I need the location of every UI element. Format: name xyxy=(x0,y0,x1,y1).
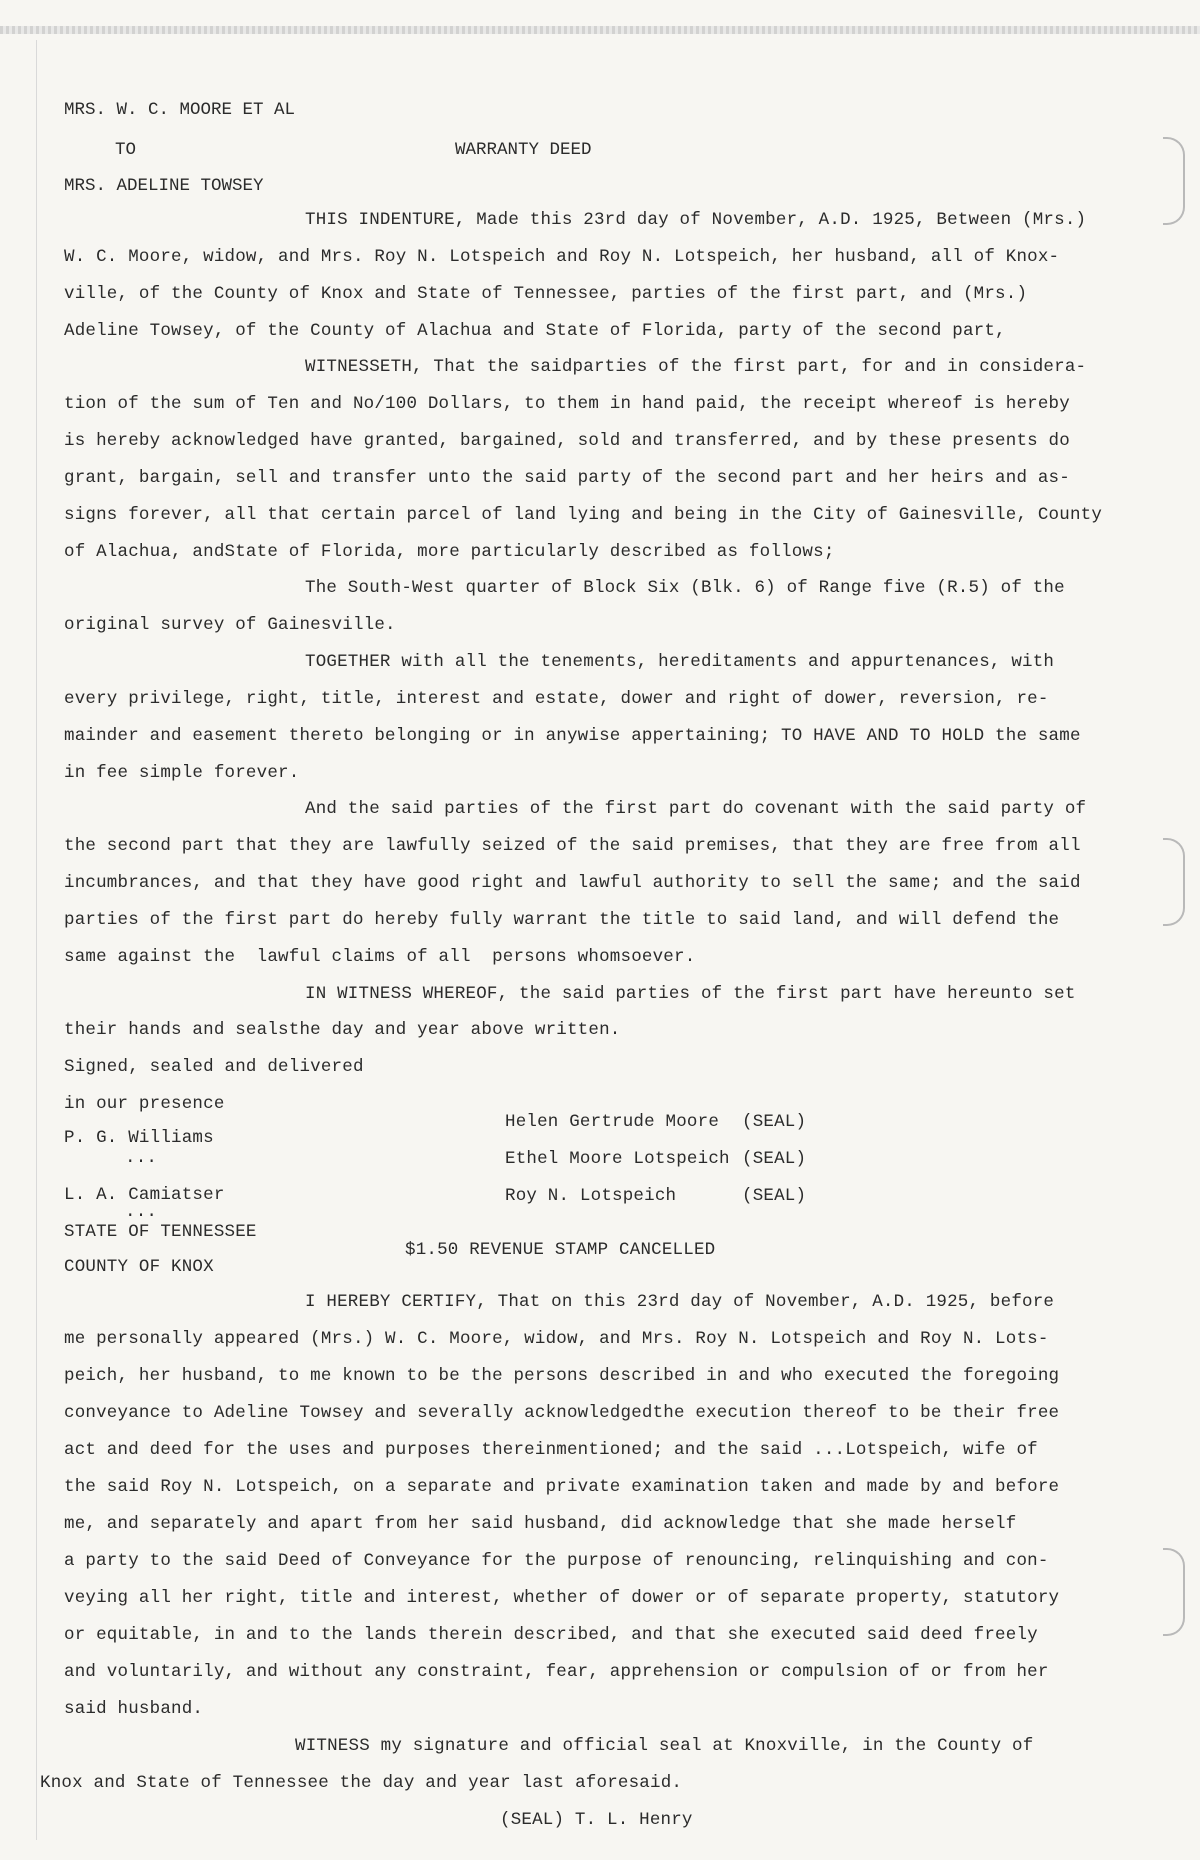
certificate-line: I HEREBY CERTIFY, That on this 23rd day of November, A.D. 1925, before xyxy=(305,1292,1055,1312)
deed-line: signs forever, all that certain parcel of land lying and being in the City of Gainesville, County xyxy=(64,505,1103,525)
document-title: WARRANTY DEED xyxy=(455,140,592,160)
deed-line: grant, bargain, sell and transfer unto the said party of the second part and her heirs and as- xyxy=(64,468,1070,488)
signatory-seal: (SEAL) xyxy=(742,1149,807,1169)
deed-line: TOGETHER with all the tenements, hereditaments and appurtenances, with xyxy=(305,652,1055,672)
punch-hole-mark xyxy=(1163,838,1185,926)
to-heading: TO xyxy=(115,140,137,160)
deed-line: parties of the first part do hereby fully warrant the title to said land, and will defend the xyxy=(64,910,1060,930)
witness-name: L. A. Camiatser xyxy=(64,1185,225,1205)
certificate-line: peich, her husband, to me known to be the persons described in and who executed the foregoing xyxy=(64,1366,1060,1386)
signatory-name: Roy N. Lotspeich xyxy=(505,1186,677,1206)
venue-state: STATE OF TENNESSEE xyxy=(64,1222,257,1242)
deed-line: their hands and sealsthe day and year above written. xyxy=(64,1020,621,1040)
certificate-line: me personally appeared (Mrs.) W. C. Moore, widow, and Mrs. Roy N. Lotspeich and Roy N. Lots- xyxy=(64,1329,1049,1349)
witness-marks: ... xyxy=(125,1148,158,1168)
venue-county: COUNTY OF KNOX xyxy=(64,1257,214,1277)
certificate-line: act and deed for the uses and purposes thereinmentioned; and the said ...Lotspeich, wife of xyxy=(64,1440,1038,1460)
signatory-name: Helen Gertrude Moore xyxy=(505,1112,720,1132)
deed-line: The South-West quarter of Block Six (Blk. 6) of Range five (R.5) of the xyxy=(305,578,1065,598)
deed-line: Adeline Towsey, of the County of Alachua and State of Florida, party of the second part, xyxy=(64,321,1006,341)
page-left-edge xyxy=(36,40,37,1840)
punch-hole-mark xyxy=(1163,137,1185,225)
certificate-line: a party to the said Deed of Conveyance for the purpose of renouncing, relinquishing and con- xyxy=(64,1551,1049,1571)
page-top-border xyxy=(0,26,1200,34)
deed-line: in our presence xyxy=(64,1094,225,1114)
deed-line: is hereby acknowledged have granted, bargained, sold and transferred, and by these presents do xyxy=(64,431,1070,451)
certificate-line: or equitable, in and to the lands therein described, and that she executed said deed freely xyxy=(64,1625,1038,1645)
deed-line: mainder and easement thereto belonging or in anywise appertaining; TO HAVE AND TO HOLD the same xyxy=(64,726,1081,746)
signatory-name: Ethel Moore Lotspeich xyxy=(505,1149,730,1169)
deed-line: W. C. Moore, widow, and Mrs. Roy N. Lotspeich and Roy N. Lotspeich, her husband, all of Knox- xyxy=(64,247,1060,267)
deed-line: same against the lawful claims of all persons whomsoever. xyxy=(64,947,696,967)
deed-line: IN WITNESS WHEREOF, the said parties of the first part have hereunto set xyxy=(305,984,1076,1004)
certificate-line: the said Roy N. Lotspeich, on a separate and private examination taken and made by and before xyxy=(64,1477,1060,1497)
signatory-seal: (SEAL) xyxy=(742,1112,807,1132)
deed-line: WITNESSETH, That the saidparties of the first part, for and in considera- xyxy=(305,357,1087,377)
certificate-line: Knox and State of Tennessee the day and year last aforesaid. xyxy=(40,1773,683,1793)
punch-hole-mark xyxy=(1163,1548,1185,1636)
deed-line: incumbrances, and that they have good right and lawful authority to sell the same; and the said xyxy=(64,873,1081,893)
certificate-line: said husband. xyxy=(64,1699,204,1719)
deed-line: the second part that they are lawfully seized of the said premises, that they are free from all xyxy=(64,836,1081,856)
certificate-line: me, and separately and apart from her said husband, did acknowledge that she made herself xyxy=(64,1514,1017,1534)
witness-marks: ... xyxy=(125,1202,158,1222)
certificate-line: WITNESS my signature and official seal at Knoxville, in the County of xyxy=(295,1736,1034,1756)
deed-line: every privilege, right, title, interest and estate, dower and right of dower, reversion, re- xyxy=(64,689,1049,709)
grantee-heading: MRS. ADELINE TOWSEY xyxy=(64,176,264,196)
revenue-stamp-note: $1.50 REVENUE STAMP CANCELLED xyxy=(405,1240,716,1260)
deed-line: original survey of Gainesville. xyxy=(64,615,396,635)
deed-line: Signed, sealed and delivered xyxy=(64,1057,364,1077)
deed-line: And the said parties of the first part do covenant with the said party of xyxy=(305,799,1087,819)
deed-line: ville, of the County of Knox and State of Tennessee, parties of the first part, and (Mrs.) xyxy=(64,284,1028,304)
deed-line: of Alachua, andState of Florida, more particularly described as follows; xyxy=(64,542,835,562)
witness-name: P. G. Williams xyxy=(64,1128,214,1148)
deed-line: in fee simple forever. xyxy=(64,763,300,783)
signatory-seal: (SEAL) xyxy=(742,1186,807,1206)
notary-signature: (SEAL) T. L. Henry xyxy=(500,1810,693,1830)
certificate-line: conveyance to Adeline Towsey and severally acknowledgedthe execution thereof to be their free xyxy=(64,1403,1060,1423)
certificate-line: and voluntarily, and without any constraint, fear, apprehension or compulsion of or from her xyxy=(64,1662,1049,1682)
deed-line: THIS INDENTURE, Made this 23rd day of November, A.D. 1925, Between (Mrs.) xyxy=(305,210,1087,230)
grantor-heading: MRS. W. C. MOORE ET AL xyxy=(64,100,296,120)
certificate-line: veying all her right, title and interest, whether of dower or of separate property, statutory xyxy=(64,1588,1060,1608)
deed-line: tion of the sum of Ten and No/100 Dollars, to them in hand paid, the receipt whereof is hereby xyxy=(64,394,1070,414)
